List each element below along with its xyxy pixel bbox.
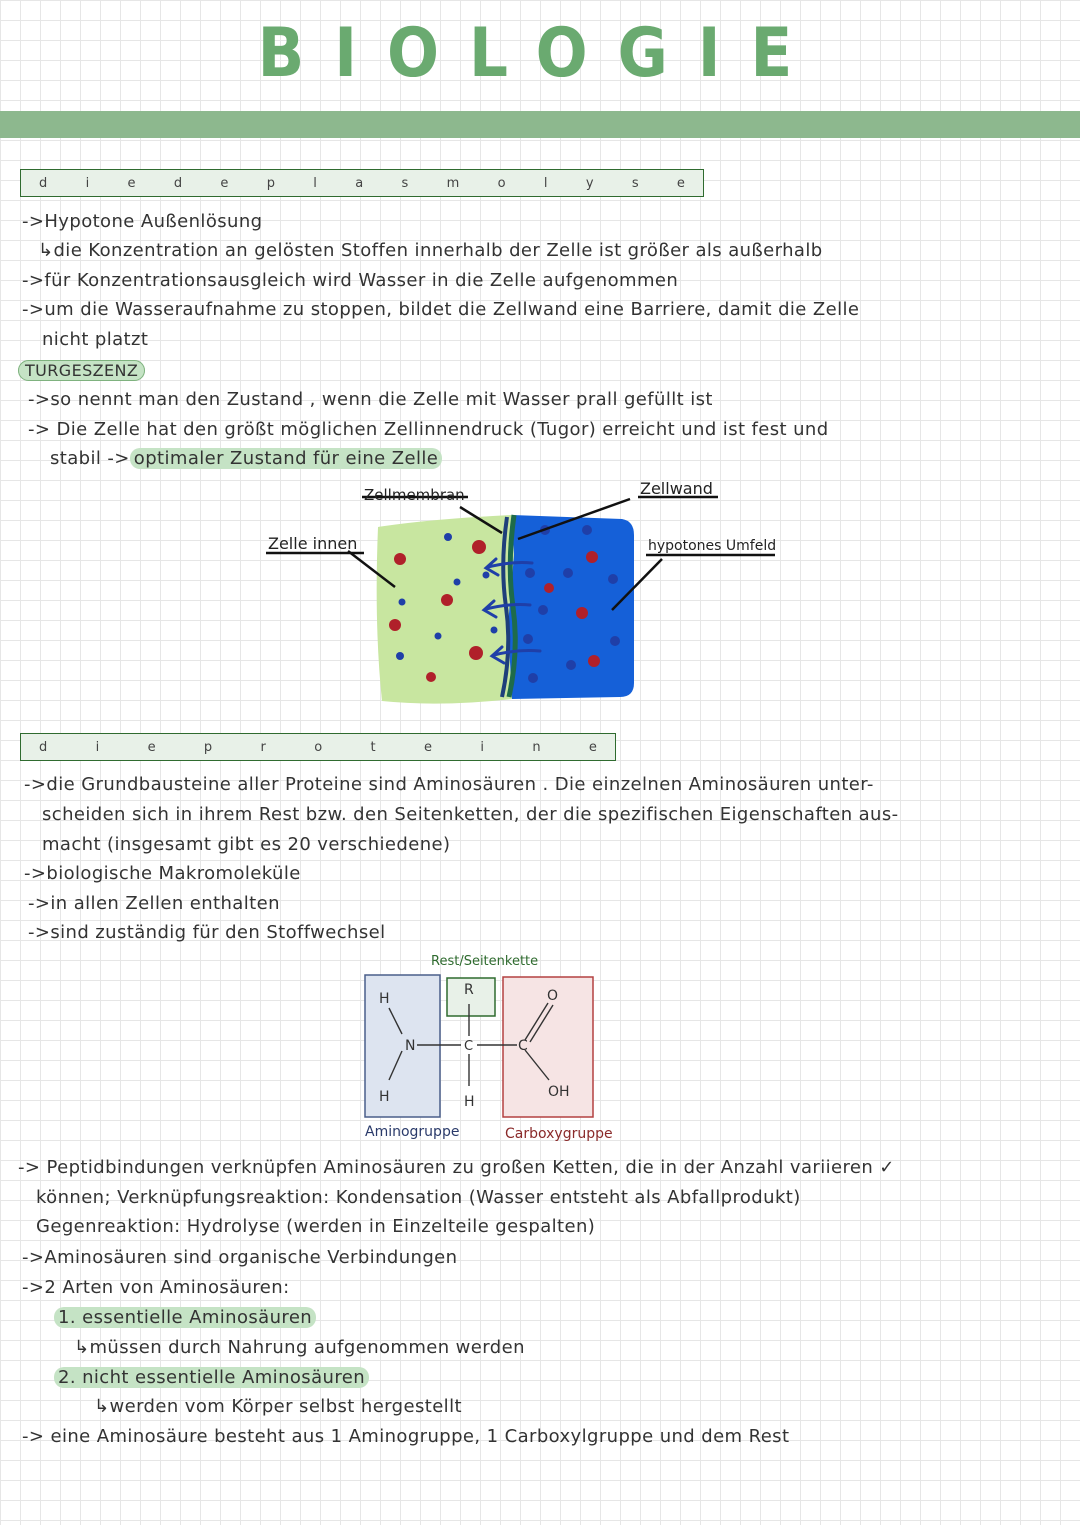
solute-dot-blue bbox=[582, 525, 592, 535]
label-zellmembran: Zellmembran bbox=[364, 486, 465, 504]
solute-dot-blue bbox=[444, 533, 452, 541]
header-letter: d bbox=[39, 175, 48, 191]
header-letter: e bbox=[588, 739, 597, 755]
text-line: ->für Konzentrationsausgleich wird Wasser in die Zelle aufgenommen bbox=[22, 270, 679, 291]
cell-diagram bbox=[250, 475, 810, 715]
solute-dot-blue bbox=[563, 568, 573, 578]
solute-dot-red bbox=[389, 619, 401, 631]
text-line: ->biologische Makromoleküle bbox=[24, 863, 301, 884]
solute-dot-blue bbox=[566, 660, 576, 670]
solute-dot-blue bbox=[454, 579, 461, 586]
header-letter: s bbox=[401, 175, 409, 191]
header-letter: e bbox=[424, 739, 432, 755]
header-letter: p bbox=[203, 739, 213, 755]
header-letter: e bbox=[147, 739, 156, 755]
solute-dot-blue bbox=[528, 673, 538, 683]
label-carboxygruppe: Carboxygruppe bbox=[505, 1126, 613, 1142]
atom-c: C bbox=[464, 1039, 474, 1054]
label-hypotones-umfeld: hypotones Umfeld bbox=[648, 538, 777, 554]
solute-dot-red bbox=[394, 553, 406, 565]
atom-r: R bbox=[464, 982, 474, 998]
solute-dot-red bbox=[544, 583, 554, 593]
cell-inside-area bbox=[377, 515, 514, 704]
atom-h: H bbox=[379, 991, 390, 1007]
header-letter: a bbox=[355, 175, 364, 191]
text-line: -> Peptidbindungen verknüpfen Aminosäuren zu großen Ketten, die in der Anzahl variieren ✓ bbox=[18, 1157, 895, 1178]
solute-dot-blue bbox=[435, 633, 442, 640]
header-letter: d bbox=[39, 739, 48, 755]
atom-h: H bbox=[379, 1089, 390, 1105]
header-letter: d bbox=[173, 175, 183, 191]
text-line: ->so nennt man den Zustand , wenn die Zelle mit Wasser prall gefüllt ist bbox=[28, 389, 713, 410]
header-letter: m bbox=[446, 175, 460, 191]
header-letter: e bbox=[220, 175, 229, 191]
header-letter: i bbox=[85, 175, 90, 191]
solute-dot-blue bbox=[608, 574, 618, 584]
solute-dot-blue bbox=[491, 627, 498, 634]
text-line: ->Aminosäuren sind organische Verbindungen bbox=[22, 1247, 458, 1268]
label-zellwand: Zellwand bbox=[640, 479, 713, 498]
text-line: Gegenreaktion: Hydrolyse (werden in Einzelteile gespalten) bbox=[36, 1216, 596, 1237]
text-line: ->sind zuständig für den Stoffwechsel bbox=[28, 922, 386, 943]
header-letter: e bbox=[127, 175, 136, 191]
header-letter: p bbox=[266, 175, 275, 191]
header-letter: r bbox=[260, 739, 266, 755]
solute-dot-blue bbox=[525, 568, 535, 578]
text-line: ->um die Wasseraufnahme zu stoppen, bildet die Zellwand eine Barriere, damit die Zelle bbox=[22, 299, 860, 320]
optimal-state-highlight: optimaler Zustand für eine Zelle bbox=[130, 448, 442, 469]
header-letter: o bbox=[314, 739, 323, 755]
solute-dot-red bbox=[576, 607, 588, 619]
header-letter: l bbox=[313, 175, 317, 191]
text-line: nicht platzt bbox=[42, 329, 149, 350]
solute-dot-blue bbox=[538, 605, 548, 615]
solute-dot-red bbox=[426, 672, 436, 682]
header-letter: l bbox=[543, 175, 548, 191]
section-header-proteine bbox=[20, 733, 616, 761]
atom-oh: OH bbox=[548, 1084, 570, 1100]
text-line: ↳müssen durch Nahrung aufgenommen werden bbox=[74, 1337, 525, 1358]
header-letter: y bbox=[585, 175, 594, 191]
solute-dot-red bbox=[586, 551, 598, 563]
page-title: BIOLOGIE bbox=[257, 14, 823, 93]
solute-dot-blue bbox=[483, 572, 490, 579]
title-bar bbox=[0, 111, 1080, 138]
header-letter: o bbox=[497, 175, 506, 191]
text-line-stabil bbox=[50, 448, 442, 469]
header-letter: i bbox=[95, 739, 100, 755]
solute-dot-blue bbox=[523, 634, 533, 644]
solute-dot-blue bbox=[610, 636, 620, 646]
text-line: können; Verknüpfungsreaktion: Kondensation (Wasser entsteht als Abfallprodukt) bbox=[36, 1187, 801, 1208]
nonessential-highlight: 2. nicht essentielle Aminosäuren bbox=[54, 1367, 369, 1388]
section-header-deplasmolyse bbox=[20, 169, 704, 197]
nonessential-item bbox=[54, 1367, 369, 1388]
solute-dot-red bbox=[588, 655, 600, 667]
solute-dot-red bbox=[472, 540, 486, 554]
amino-acid-structure bbox=[355, 948, 625, 1148]
header-letter: e bbox=[676, 175, 685, 191]
amino-group-box bbox=[365, 975, 440, 1117]
header-letter: i bbox=[480, 739, 484, 755]
turgeszenz-label bbox=[18, 361, 145, 380]
header-letter: n bbox=[532, 739, 541, 755]
text-line: macht (insgesamt gibt es 20 verschiedene) bbox=[42, 834, 451, 855]
turgeszenz-highlight: TURGESZENZ bbox=[18, 360, 145, 381]
solute-dot-blue bbox=[396, 652, 404, 660]
solute-dot-blue bbox=[399, 599, 406, 606]
solute-dot-red bbox=[469, 646, 483, 660]
text-line: scheiden sich in ihrem Rest bzw. den Seitenketten, der die spezifischen Eigenschaften aus- bbox=[42, 804, 899, 825]
label-zelle-innen: Zelle innen bbox=[268, 534, 358, 553]
text-line: -> eine Aminosäure besteht aus 1 Aminogruppe, 1 Carboxylgruppe und dem Rest bbox=[22, 1426, 790, 1447]
essential-item bbox=[54, 1307, 316, 1328]
atom-c: C bbox=[518, 1038, 528, 1054]
solute-dot-red bbox=[441, 594, 453, 606]
text-line: ↳werden vom Körper selbst hergestellt bbox=[94, 1396, 462, 1417]
atom-h: H bbox=[464, 1094, 475, 1110]
text-line: ->in allen Zellen enthalten bbox=[28, 893, 280, 914]
label-rest-seitenkette: Rest/Seitenkette bbox=[431, 954, 539, 969]
text-line: -> Die Zelle hat den größt möglichen Zellinnendruck (Tugor) erreicht und ist fest und bbox=[28, 419, 829, 440]
text-line: ->2 Arten von Aminosäuren: bbox=[22, 1277, 290, 1298]
stabil-prefix: stabil -> bbox=[50, 448, 130, 469]
atom-o: O bbox=[547, 988, 559, 1004]
header-letter: t bbox=[370, 739, 376, 755]
text-line: ->Hypotone Außenlösung bbox=[22, 211, 263, 232]
text-line: ->die Grundbausteine aller Proteine sind Aminosäuren . Die einzelnen Aminosäuren unter- bbox=[24, 774, 874, 795]
label-aminogruppe: Aminogruppe bbox=[365, 1124, 460, 1140]
text-line: ↳die Konzentration an gelösten Stoffen innerhalb der Zelle ist größer als außerhalb bbox=[38, 240, 823, 261]
header-letter: s bbox=[631, 175, 639, 191]
essential-highlight: 1. essentielle Aminosäuren bbox=[54, 1307, 316, 1328]
atom-n: N bbox=[405, 1038, 416, 1054]
